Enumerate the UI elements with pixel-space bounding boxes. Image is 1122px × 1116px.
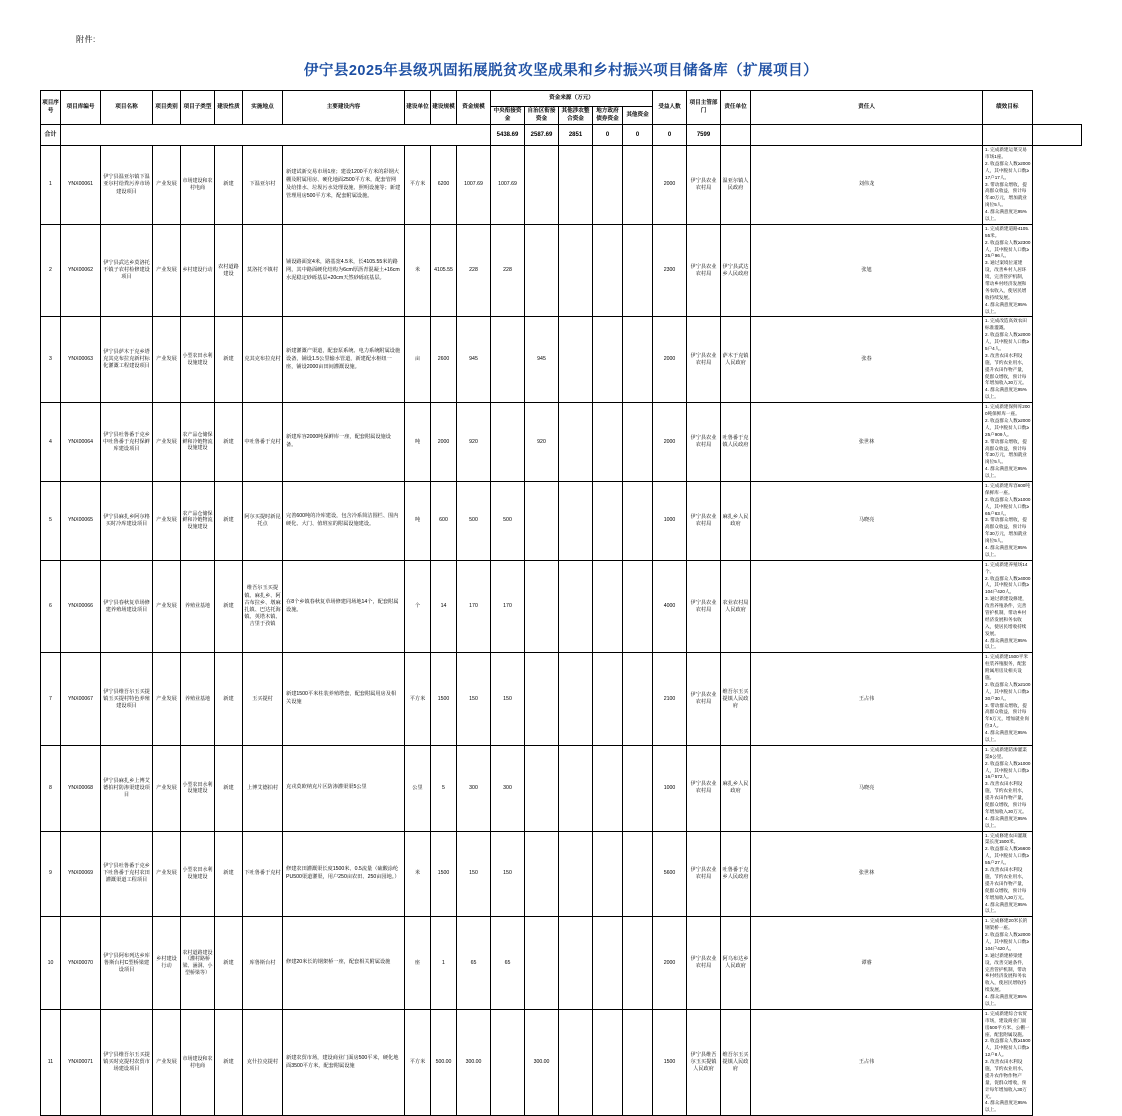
cell-subtype: 市场建设和农村电商 [181, 1009, 215, 1115]
cell-dept: 伊宁县农业农村局 [687, 560, 721, 653]
th-content: 主要建设内容 [283, 91, 405, 125]
th-subtype: 项目子类型 [181, 91, 215, 125]
cell-content: 新建灌溉产渠道，配套泵系统、电力系统附属设施设备，铺设1.5公里输水管道，新建配水枢纽一座，铺设2000亩田间灌溉设施。 [283, 317, 405, 403]
cell-other-integrated [559, 560, 593, 653]
cell-performance: 1. 完成新建防渗灌渠渠5公里。 2. 收益群众人数≥1000人，其中脱贫人口数≥16户572人。 3. 改善农田水利设施，节约农业用水，提升农田作物产量，促群众增收，预计每年增加收入30万元。 4. 群众满意度达95%以上。 [983, 745, 1032, 831]
cell-nature: 农村道路建设 [215, 224, 243, 317]
cell-no: 11 [41, 1009, 61, 1115]
cell-code: YNX00068 [61, 745, 101, 831]
cell-autonomous [525, 224, 559, 317]
page-title: 伊宁县2025年县级巩固拓展脱贫攻坚成果和乡村振兴项目储备库（扩展项目） [303, 63, 819, 79]
cell-code: YNX00070 [61, 917, 101, 1010]
cell-code: YNX00067 [61, 653, 101, 746]
cell-performance: 1. 完成新建库容600吨保鲜库一座。 2. 收益群众人数≥1000人，其中脱贫人口数≥65户63人。 3. 带动群众增收，提高群众收益，预计每年30万元，增加就业岗位5人。 4. 群众满意度达95%以上。 [983, 481, 1032, 560]
cell-location: 克什拉克提村 [243, 1009, 283, 1115]
cell-subtype: 农产品仓储保鲜和冷链物流设施建设 [181, 481, 215, 560]
cell-other [623, 403, 653, 482]
th-category: 项目类别 [153, 91, 181, 125]
th-code: 项目库编号 [61, 91, 101, 125]
cell-code: YNX00061 [61, 146, 101, 225]
table-row [41, 481, 1082, 560]
table-row [41, 745, 1082, 831]
cell-beneficiaries: 1000 [653, 481, 687, 560]
cell-autonomous [525, 146, 559, 225]
table-row [41, 403, 1082, 482]
cell-location: 上博艾德拍村 [243, 745, 283, 831]
total-dept [721, 125, 751, 146]
cell-funding: 150 [457, 831, 491, 917]
cell-person: 张世林 [751, 831, 983, 917]
cell-autonomous: 945 [525, 317, 559, 403]
cell-nature: 新建 [215, 403, 243, 482]
cell-name: 伊宁县萨木于克乡塔克其克布拉克新村标化灌溉工程建设项目 [101, 317, 153, 403]
cell-unit: 座 [405, 917, 431, 1010]
cell-code: YNX00066 [61, 560, 101, 653]
cell-funding: 150 [457, 653, 491, 746]
cell-performance: 1. 完成改造高效农田标准灌溉。 2. 收益群众人数≥2000人，其中脱贫人口数≥5户4人。 3. 改善农田水利设施，节约农业用水，提升农田作物产量，促群众增收，预计每年增加收入30万元。 4. 群众满意度达95%以上。 [983, 317, 1032, 403]
table-body [41, 125, 1082, 1116]
cell-funding: 228 [457, 224, 491, 317]
cell-unit: 平方米 [405, 653, 431, 746]
cell-nature: 新建 [215, 317, 243, 403]
cell-category: 产业发展 [153, 653, 181, 746]
cell-central: 1007.69 [491, 146, 525, 225]
cell-scale: 1500 [431, 653, 457, 746]
cell-beneficiaries: 1500 [653, 1009, 687, 1115]
cell-person: 马晓亮 [751, 745, 983, 831]
cell-beneficiaries: 2000 [653, 403, 687, 482]
cell-dept: 伊宁县农业农村局 [687, 745, 721, 831]
cell-funding: 65 [457, 917, 491, 1010]
cell-content: 修建20米长的钢架桥一座，配套相关附属设施 [283, 917, 405, 1010]
cell-scale: 6200 [431, 146, 457, 225]
cell-name: 伊宁县温亚尔镇下温亚尔村给粪污养市场建设项目 [101, 146, 153, 225]
cell-beneficiaries: 2000 [653, 146, 687, 225]
cell-unit: 吨 [405, 403, 431, 482]
cell-no: 8 [41, 745, 61, 831]
cell-performance: 1. 完成新建1500平米柱装养殖服务，配套附属用房及相关设施。 2. 收益群众人数≥2100人，其中脱贫人口数≥30户30人。 3. 带动群众增收，提高群众收益，预计每年5万元，增加就业岗位3人。 4. 群众满意度达95%以上。 [983, 653, 1032, 746]
cell-location: 莫洛托不镇村 [243, 224, 283, 317]
cell-category: 产业发展 [153, 224, 181, 317]
cell-local-bond [593, 653, 623, 746]
cell-unit: 吨 [405, 481, 431, 560]
cell-central: 228 [491, 224, 525, 317]
table-header-row-1 [41, 91, 1082, 107]
cell-beneficiaries: 4000 [653, 560, 687, 653]
cell-person: 王占伟 [751, 1009, 983, 1115]
table-row [41, 653, 1082, 746]
th-unit-resp: 责任单位 [721, 91, 751, 125]
cell-other [623, 560, 653, 653]
th-autonomous: 自治区衔接资金 [525, 107, 559, 125]
total-central: 2587.69 [525, 125, 559, 146]
cell-funding: 300.00 [457, 1009, 491, 1115]
table-row [41, 224, 1082, 317]
cell-scale: 600 [431, 481, 457, 560]
cell-autonomous [525, 745, 559, 831]
cell-nature: 新建 [215, 481, 243, 560]
th-other-funding: 其他资金 [623, 107, 653, 125]
cell-other-integrated [559, 481, 593, 560]
cell-location: 玉买提村 [243, 653, 283, 746]
th-local-bond: 地方政府债券资金 [593, 107, 623, 125]
total-row [41, 125, 1082, 146]
cell-other [623, 481, 653, 560]
cell-subtype: 小型农田水利设施建设 [181, 831, 215, 917]
cell-funding: 1007.69 [457, 146, 491, 225]
cell-subtype: 小型农田水利设施建设 [181, 745, 215, 831]
cell-name: 伊宁县麻扎乡上博艾德拍村防渗渠建设项目 [101, 745, 153, 831]
cell-dept: 伊宁县农业农村局 [687, 146, 721, 225]
cell-local-bond [593, 1009, 623, 1115]
cell-code: YNX00064 [61, 403, 101, 482]
th-nature: 建设性质 [215, 91, 243, 125]
cell-dept: 伊宁县农业农村局 [687, 653, 721, 746]
cell-nature: 新建 [215, 653, 243, 746]
table-row [41, 1009, 1082, 1115]
cell-other-integrated [559, 403, 593, 482]
table-row [41, 560, 1082, 653]
cell-other [623, 224, 653, 317]
cell-funding: 945 [457, 317, 491, 403]
cell-subtype: 养殖业基地 [181, 653, 215, 746]
cell-other [623, 146, 653, 225]
cell-performance: 1. 完成新建保鲜库2000吨保鲜库一座。 2. 收益群众人数≥2000人，其中脱贫人口数≥25户909人。 3. 带动群众增收，提高群众收益，预计每年30万元，增加就业岗位5人。 4. 群众满意度达95%以上。 [983, 403, 1032, 482]
cell-no: 5 [41, 481, 61, 560]
cell-category: 产业发展 [153, 560, 181, 653]
cell-code: YNX00071 [61, 1009, 101, 1115]
cell-category: 产业发展 [153, 831, 181, 917]
cell-no: 1 [41, 146, 61, 225]
cell-unit-resp: 萨木于克镇人民政府 [721, 317, 751, 403]
cell-content: 新建库容2000吨保鲜库一座，配套附属设施设备。 [283, 403, 405, 482]
cell-performance: 1. 完成修建农田灌溉渠长度1500米。 2. 收益群众人数≥5600人，其中脱贫人口数≥55户27人。 3. 改善农田水利设施，节约农业用水，提升农田作物产量，促群众增收，预计每年增加收入30万元。 4. 群众满意度达95%以上。 [983, 831, 1032, 917]
cell-performance: 1. 完成新建道路4105.55米。 2. 收益群众人数≥2300人，其中脱贫人口数≥25户96人。 3. 通过案境位道建设，改善乡村人居环境，完善管护机制，带动乡村经济发展和务农收入，使居民增收持续发展。 4. 群众满意度达95%以上。 [983, 224, 1032, 317]
cell-content: 在8个乡镇春秋复草场修建同场地14个，配套附属设施。 [283, 560, 405, 653]
cell-nature: 新建 [215, 560, 243, 653]
cell-category: 产业发展 [153, 481, 181, 560]
cell-category: 乡村建设行动 [153, 917, 181, 1010]
cell-other-integrated [559, 653, 593, 746]
cell-unit-resp: 维吾尔玉买提镇人民政府 [721, 653, 751, 746]
table-row [41, 831, 1082, 917]
cell-other [623, 745, 653, 831]
cell-nature: 新建 [215, 831, 243, 917]
total-blank [61, 125, 491, 146]
cell-scale: 2600 [431, 317, 457, 403]
cell-dept: 伊宁县农业农村局 [687, 481, 721, 560]
cell-content: 完善600吨的冷库建设，包含冷系简洁围栏、围内硬化、大门、值班室的附属设施建设。 [283, 481, 405, 560]
cell-category: 产业发展 [153, 317, 181, 403]
cell-dept: 伊宁县农业农村局 [687, 403, 721, 482]
cell-content: 新建1500平米柱装养殖塔套，配套附属用房及相关设施 [283, 653, 405, 746]
total-person [983, 125, 1032, 146]
cell-central [491, 1009, 525, 1115]
cell-central: 300 [491, 745, 525, 831]
cell-nature: 新建 [215, 1009, 243, 1115]
cell-unit-resp: 吐鲁番于克乡人民政府 [721, 831, 751, 917]
cell-name: 伊宁县吐鲁番于克乡下吐鲁番于克村农田灌溉渠道工程项目 [101, 831, 153, 917]
cell-person: 刘伟龙 [751, 146, 983, 225]
cell-local-bond [593, 403, 623, 482]
cell-local-bond [593, 560, 623, 653]
project-table [40, 90, 1082, 1116]
cell-central: 65 [491, 917, 525, 1010]
cell-name: 伊宁县武达乡莫洛托不镇子农村检修建设项目 [101, 224, 153, 317]
cell-category: 产业发展 [153, 146, 181, 225]
cell-content: 新建农贸市场，建设商业门面房500平米，硬化地面3500平方米，配套附属设施 [283, 1009, 405, 1115]
cell-central [491, 403, 525, 482]
cell-local-bond [593, 224, 623, 317]
cell-dept: 伊宁县农业农村局 [687, 831, 721, 917]
cell-unit-resp: 农业农村局人民政府 [721, 560, 751, 653]
cell-funding: 500 [457, 481, 491, 560]
cell-unit-resp: 麻扎乡人民政府 [721, 481, 751, 560]
cell-scale: 500.00 [431, 1009, 457, 1115]
total-funding: 5438.69 [491, 125, 525, 146]
cell-other-integrated [559, 917, 593, 1010]
cell-autonomous: 300.00 [525, 1009, 559, 1115]
th-scale: 建设规模 [431, 91, 457, 125]
cell-performance: 1. 完成新建综合农贸市场，建设商业门面房500平方米、公棚一座、配套附属设施。 2. 收益群众人数≥1500人，其中脱贫人口数≥12户8人。 3. 改善农田水利设施，节约农业用水，提升农作物作物产量，促群众增收，预计每年增加收入30万元。 4. 群众满意度达95%以上。 [983, 1009, 1032, 1115]
cell-central: 500 [491, 481, 525, 560]
cell-unit-resp: 麻扎乡人民政府 [721, 745, 751, 831]
cell-autonomous [525, 653, 559, 746]
cell-no: 4 [41, 403, 61, 482]
cell-unit: 平方米 [405, 1009, 431, 1115]
cell-autonomous: 920 [525, 403, 559, 482]
cell-name: 伊宁县麻扎乡阿尔格买时冷库建设项目 [101, 481, 153, 560]
th-funding-group: 资金来源（万元） [491, 91, 653, 107]
cell-scale: 14 [431, 560, 457, 653]
cell-unit: 米 [405, 224, 431, 317]
total-performance [1032, 125, 1081, 146]
total-other-integrated: 0 [593, 125, 623, 146]
cell-unit: 亩 [405, 317, 431, 403]
th-no: 项目序号 [41, 91, 61, 125]
cell-unit-resp: 阿乌布达乡人民政府 [721, 917, 751, 1010]
cell-local-bond [593, 317, 623, 403]
cell-central [491, 317, 525, 403]
cell-dept: 伊宁县农业农村局 [687, 917, 721, 1010]
cell-funding: 920 [457, 403, 491, 482]
th-other-integrated: 其他涉农整合资金 [559, 107, 593, 125]
cell-location: 阿尔买提时新昆托点 [243, 481, 283, 560]
cell-category: 产业发展 [153, 1009, 181, 1115]
cell-scale: 4105.55 [431, 224, 457, 317]
th-name: 项目名称 [101, 91, 153, 125]
cell-subtype: 农产品仓储保鲜和冷链物流设施建设 [181, 403, 215, 482]
cell-person [751, 560, 983, 653]
table-row [41, 317, 1082, 403]
cell-unit-resp: 维吾尔玉买提镇人民政府 [721, 1009, 751, 1115]
cell-scale: 1500 [431, 831, 457, 917]
cell-unit: 平方米 [405, 146, 431, 225]
cell-autonomous [525, 831, 559, 917]
cell-other-integrated [559, 1009, 593, 1115]
cell-autonomous [525, 481, 559, 560]
cell-person: 张世林 [751, 403, 983, 482]
cell-scale: 5 [431, 745, 457, 831]
cell-name: 伊宁县阿布列达乡库鲁斯台村C型桥梁建设项目 [101, 917, 153, 1010]
table-row [41, 146, 1082, 225]
th-funding: 资金规模 [457, 91, 491, 125]
cell-scale: 2000 [431, 403, 457, 482]
cell-other-integrated [559, 146, 593, 225]
attachment-label: 附件: [76, 35, 96, 44]
cell-name: 伊宁县吐鲁番于克乡中吐鲁番于克村保鲜库建设项目 [101, 403, 153, 482]
cell-code: YNX00062 [61, 224, 101, 317]
cell-code: YNX00069 [61, 831, 101, 917]
cell-content: 铺设路面宽4米，路基宽4.5米，长4105.55米的路网，其中路面硬化结构为6cm厚沥青混凝土+16cm水泥稳定砂砾基层+20cm天然砂砾底基层。 [283, 224, 405, 317]
cell-location: 库鲁斯台村 [243, 917, 283, 1010]
cell-funding: 300 [457, 745, 491, 831]
total-other: 0 [653, 125, 687, 146]
cell-content: 克戎莫欧纳克片区防渗灌渠渠5公里 [283, 745, 405, 831]
cell-nature: 新建 [215, 146, 243, 225]
cell-performance: 1. 完成新建养殖场14个。 2. 收益群众人数≥4000人，其中脱贫人口数≥104户420人。 3. 通过新建设修建，改善养殖条件，完善管护机制，带动乡村经济发展和务农收入，使居民增收持续发展。 4. 群众满意度达95%以上。 [983, 560, 1032, 653]
table-row [41, 917, 1082, 1010]
cell-other [623, 317, 653, 403]
cell-category: 产业发展 [153, 745, 181, 831]
total-local-bond: 0 [623, 125, 653, 146]
cell-other [623, 1009, 653, 1115]
cell-dept: 伊宁县农业农村局 [687, 317, 721, 403]
cell-beneficiaries: 2000 [653, 917, 687, 1010]
total-label: 合计 [41, 125, 61, 146]
cell-central: 150 [491, 653, 525, 746]
cell-unit: 个 [405, 560, 431, 653]
cell-person: 张旭 [751, 224, 983, 317]
cell-name: 伊宁县维吾尔玉买提镇玉买提村特色养殖建设项目 [101, 653, 153, 746]
cell-central: 150 [491, 831, 525, 917]
cell-nature: 新建 [215, 745, 243, 831]
cell-funding: 170 [457, 560, 491, 653]
th-performance: 绩效目标 [983, 91, 1032, 125]
cell-local-bond [593, 831, 623, 917]
total-autonomous: 2851 [559, 125, 593, 146]
cell-scale: 1 [431, 917, 457, 1010]
cell-other-integrated [559, 224, 593, 317]
cell-other-integrated [559, 317, 593, 403]
th-person: 责任人 [751, 91, 983, 125]
cell-subtype: 养殖业基地 [181, 560, 215, 653]
cell-content: 新建试新交易市场1座；建设1200平方米的彩钢大棚及附属用房、硬化地面2500平方米，配套管网及给排水、垃圾污水处理设施、照明设施等；新建管理用房500平方米，配套附属设施。 [283, 146, 405, 225]
cell-location: 下温亚尔村 [243, 146, 283, 225]
cell-performance: 1. 完成新建运菜交易市场1座。 2. 收益群众人数≥2000人，其中脱贫人口数≥17户17人。 3. 带动群众增收，提高群众收益，预计每年40万元，增加就业岗位5人。 4. 群众满意度达95%以上。 [983, 146, 1032, 225]
cell-code: YNX00063 [61, 317, 101, 403]
cell-person: 谭睿 [751, 917, 983, 1010]
cell-content: 修建农田灌溉渠长度1500米、0.5流量（硫酸涂纶PU500渠道灌渠，用户250亩农田、250亩园地。） [283, 831, 405, 917]
cell-location: 下吐鲁番于克村 [243, 831, 283, 917]
cell-code: YNX00065 [61, 481, 101, 560]
cell-performance: 1. 完成修建20米长的钢架桥一座。 2. 收益群众人数≥2000人，其中脱贫人口数≥104户420人。 3. 通过新建桥梁建设，改善交通条件，完善管护机制，带动乡村经济发展和务农收入，使居民增收持续发展。 4. 群众满意度达95%以上。 [983, 917, 1032, 1010]
cell-dept: 伊宁县农业农村局 [687, 224, 721, 317]
cell-local-bond [593, 146, 623, 225]
cell-subtype: 市场建设和农村电商 [181, 146, 215, 225]
cell-other [623, 831, 653, 917]
cell-no: 2 [41, 224, 61, 317]
total-beneficiaries: 7599 [687, 125, 721, 146]
cell-category: 产业发展 [153, 403, 181, 482]
cell-no: 10 [41, 917, 61, 1010]
cell-no: 3 [41, 317, 61, 403]
cell-local-bond [593, 481, 623, 560]
th-beneficiaries: 受益人数 [653, 91, 687, 125]
cell-person: 马晓亮 [751, 481, 983, 560]
cell-name: 伊宁县春秋复草场修建养殖场建设项目 [101, 560, 153, 653]
cell-no: 9 [41, 831, 61, 917]
cell-unit-resp: 伊宁县武达乡人民政府 [721, 224, 751, 317]
cell-location: 维吾尔玉买提镇、麻扎乡、阿古布拉乡、墩麻扎镇、巴达托海镇、英塔木镇、吉里于孜镇 [243, 560, 283, 653]
cell-name: 伊宁县维吾尔玉买提镇买时克提村农贸市场建设项目 [101, 1009, 153, 1115]
cell-no: 6 [41, 560, 61, 653]
total-unit [751, 125, 983, 146]
cell-unit-resp: 温亚尔镇人民政府 [721, 146, 751, 225]
cell-other [623, 917, 653, 1010]
cell-person: 张春 [751, 317, 983, 403]
cell-subtype: 小型农田水利设施建设 [181, 317, 215, 403]
cell-location: 克其克布拉克村 [243, 317, 283, 403]
cell-beneficiaries: 2300 [653, 224, 687, 317]
th-central: 中央衔接资金 [491, 107, 525, 125]
cell-other-integrated [559, 831, 593, 917]
cell-other [623, 653, 653, 746]
cell-beneficiaries: 1000 [653, 745, 687, 831]
th-dept: 项目主管部门 [687, 91, 721, 125]
cell-unit: 米 [405, 831, 431, 917]
cell-beneficiaries: 2100 [653, 653, 687, 746]
cell-unit-resp: 吐鲁番于克镇人民政府 [721, 403, 751, 482]
cell-beneficiaries: 2000 [653, 317, 687, 403]
cell-subtype: 乡村建设行动 [181, 224, 215, 317]
cell-subtype: 农村道路建设（灌村路桥梁、涵洞、小型桥梁等） [181, 917, 215, 1010]
cell-location: 中吐鲁番于克村 [243, 403, 283, 482]
th-unit: 建设单位 [405, 91, 431, 125]
cell-beneficiaries: 5600 [653, 831, 687, 917]
cell-other-integrated [559, 745, 593, 831]
th-location: 实施地点 [243, 91, 283, 125]
cell-unit: 公里 [405, 745, 431, 831]
cell-local-bond [593, 745, 623, 831]
cell-nature: 新建 [215, 917, 243, 1010]
cell-person: 王占伟 [751, 653, 983, 746]
cell-autonomous [525, 917, 559, 1010]
cell-autonomous [525, 560, 559, 653]
cell-central: 170 [491, 560, 525, 653]
cell-dept: 伊宁县维吾尔玉买提镇人民政府 [687, 1009, 721, 1115]
cell-no: 7 [41, 653, 61, 746]
cell-local-bond [593, 917, 623, 1010]
